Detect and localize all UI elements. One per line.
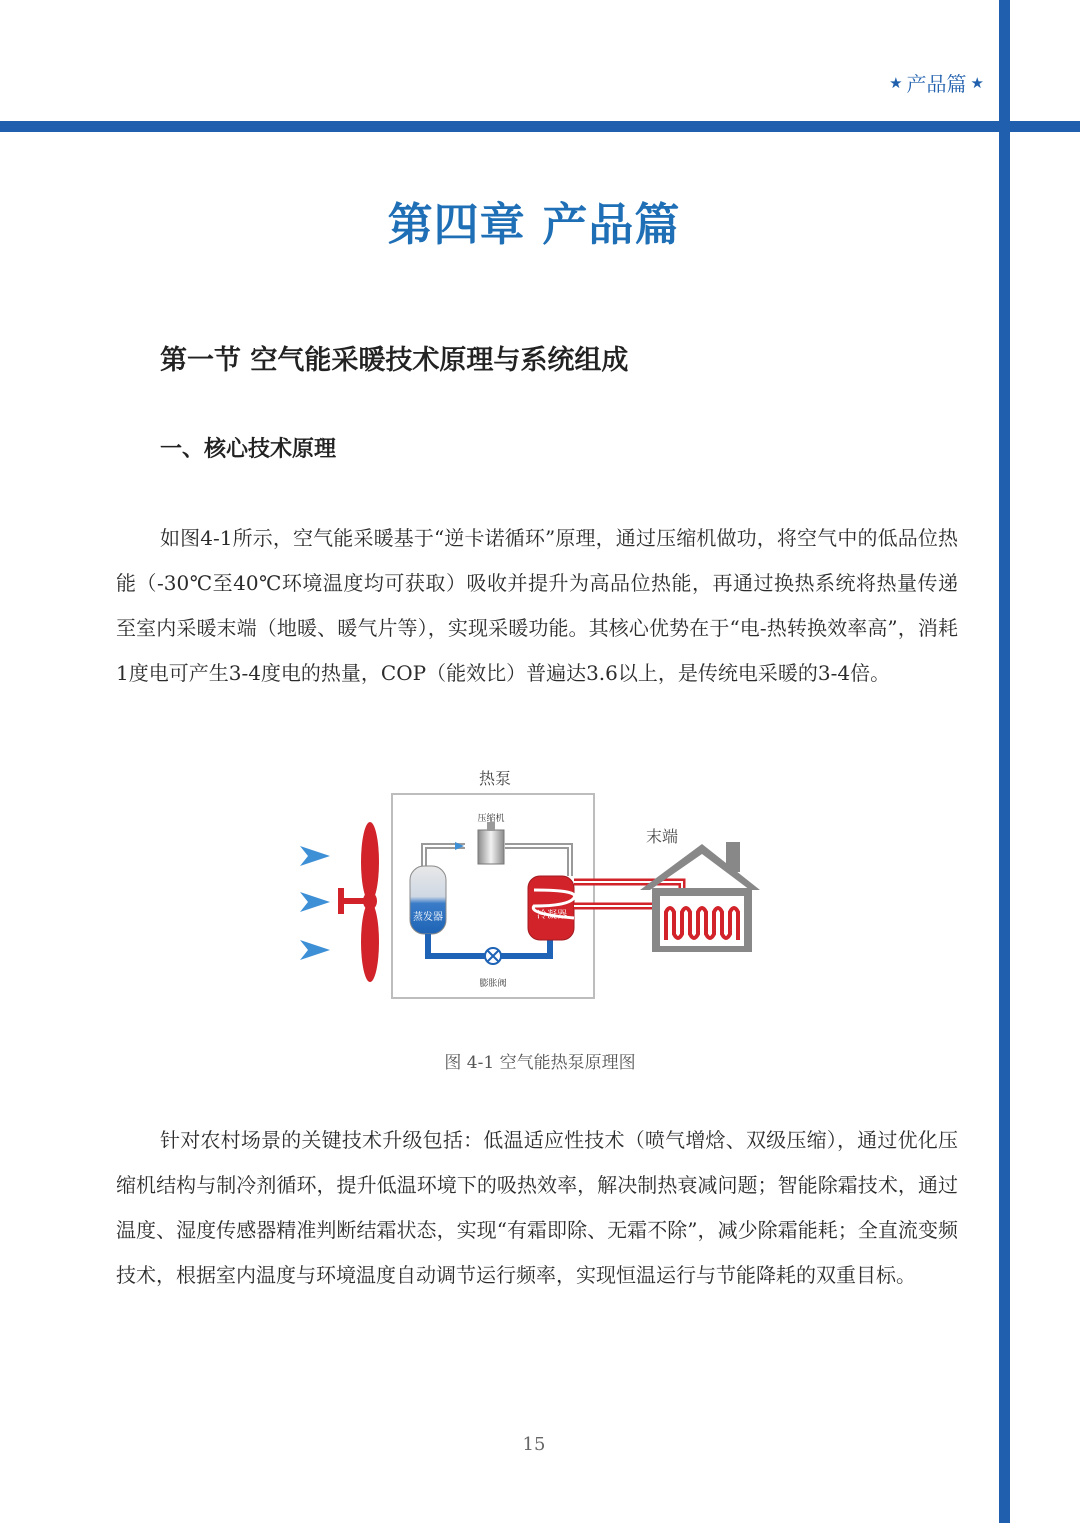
page-number: 15 (522, 1434, 546, 1455)
compressor-label: 压缩机 (477, 814, 505, 824)
expansion-valve-label: 膨胀阀 (479, 979, 507, 989)
fan-icon (338, 822, 379, 982)
header-rule (0, 121, 1080, 132)
compressor (478, 830, 504, 864)
condenser (528, 876, 574, 940)
section-title: 第一节 空气能采暖技术原理与系统组成 (160, 345, 629, 376)
body-paragraph: 针对农村场景的关键技术升级包括：低温适应性技术（喷气增焓、双级压缩），通过优化压缩机结构与制冷剂循环，提升低温环境下的吸热效率，解决制热衰减问题；智能除霜技术，通过温度、湿度传感器精准判断结霜状态，实现“有霜即除、无霜不除”，减少除霜能耗；全直流变频技术，根据室内温度与环境温度自动调节运行频率，实现恒温运行与节能降耗的双重目标。 (116, 1128, 958, 1287)
air-arrow-icon (300, 846, 330, 866)
running-header (889, 68, 984, 97)
house-icon (640, 842, 760, 952)
evaporator (410, 866, 446, 934)
heat-pump-diagram (290, 758, 770, 1008)
star-icon: ★ (970, 73, 984, 92)
terminal-label: 末端 (645, 827, 679, 846)
evaporator-label: 蒸发器 (413, 912, 443, 923)
chapter-title: 第四章 产品篇 (387, 198, 681, 251)
air-arrow-icon (300, 892, 330, 912)
star-icon: ★ (889, 73, 903, 92)
subsection-title: 一、核心技术原理 (160, 436, 337, 462)
heat-pump-label: 热泵 (478, 769, 512, 788)
running-header-label: 产品篇 (906, 72, 967, 96)
body-paragraph: 如图4-1所示，空气能采暖基于“逆卡诺循环”原理，通过压缩机做功，将空气中的低品位热能（-30℃至40℃环境温度均可获取）吸收并提升为高品位热能，再通过换热系统将热量传递至室内采暖末端（地暖、暖气片等），实现采暖功能。其核心优势在于“电-热转换效率高”，消耗1度电可产生3-4度电的热量，COP（能效比）普遍达3.6以上，是传统电采暖的3-4倍。 (116, 526, 958, 685)
condenser-label: 冷凝器 (537, 910, 567, 921)
figure-caption: 图 4-1 空气能热泵原理图 (444, 1053, 636, 1073)
air-arrow-icon (300, 940, 330, 960)
